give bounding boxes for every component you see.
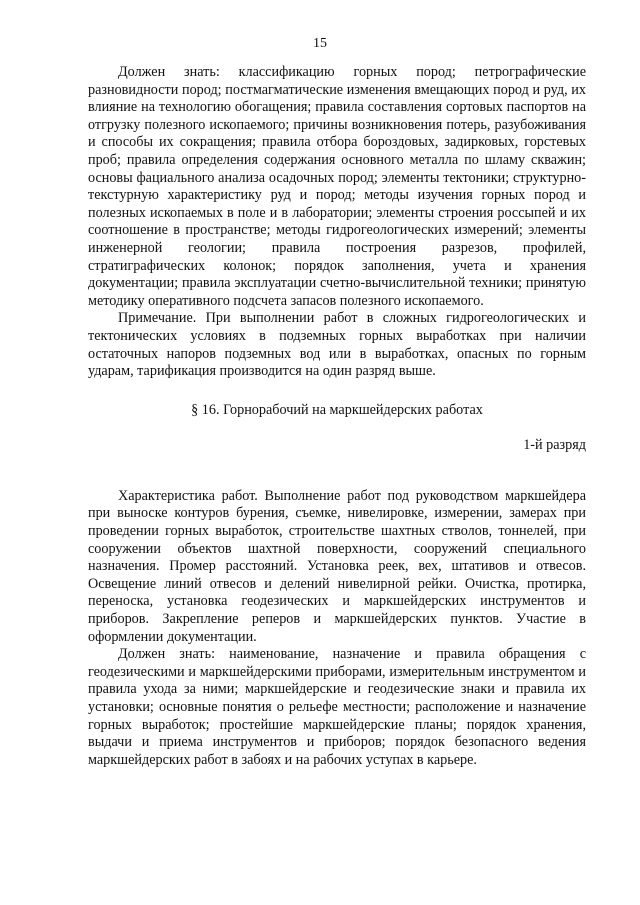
must-know-paragraph: Должен знать: наименование, назначение и правила обращения с геодезическими и маркшейдерскими приборами, измерительным инструментом и правила ухода за ними; маркшейдерские и геодезические знаки и правила их установки; основные понятия о рельефе местности; расположение и назначение горных выработок; простейшие маркшейдерские планы; порядок хранения, выдачи и приема инструментов и приборов; порядок безопасного ведения маркшейдерских работ в забоях и на рабочих уступах в карьере. <box>88 646 586 768</box>
must-know-paragraph-previous-section: Должен знать: классификацию горных пород; петрографические разновидности пород; постмагматические изменения вмещающих пород и руд, их влияние на технологию обогащения; правила составления сортовых паспортов на отгрузку полезного ископаемого; причины возникновения потерь, разубоживания и способы их сокращения; правила отбора бороздовых, задирковых, горстевых проб; правила определения содержания основного металла по шламу скважин; основы фациального анализа осадочных пород; элементы тектоники; структурно-текстурную характеристику руд и пород; методы изучения горных пород и полезных ископаемых в поле и в лаборатории; элементы строения россыпей и их соотношение в пространстве; методы гидрогеологических измерений; элементы инженерной геологии; правила построения разрезов, профилей, стратиграфических колонок; порядок заполнения, учета и хранения документации; правила эксплуатации счетно-вычислительной техники; принятую методику оперативного подсчета запасов полезного ископаемого. <box>88 64 586 309</box>
page-number: 15 <box>313 36 327 51</box>
document-body <box>88 64 586 769</box>
grade-label: 1-й разряд <box>523 437 586 454</box>
section-heading: § 16. Горнорабочий на маркшейдерских работах <box>191 401 483 418</box>
note-paragraph: Примечание. При выполнении работ в сложных гидрогеологических и тектонических условиях в подземных горных выработках при наличии остаточных напоров подземных вод или в выработках, опасных по горным ударам, тарификация производится на один разряд выше. <box>88 310 586 380</box>
work-characteristic-paragraph: Характеристика работ. Выполнение работ под руководством маркшейдера при выноске контуров бурения, съемке, нивелировке, измерении, замерах при проведении горных выработок, строительстве шахтных стволов, тоннелей, при сооружении объектов шахтной поверхности, сооружений специального назначения. Промер расстояний. Установка реек, вех, штативов и отвесов. Освещение линий отвесов и делений нивелирной рейки. Очистка, протирка, переноска, установка геодезических и маркшейдерских инструментов и приборов. Закрепление реперов и маркшейдерских пунктов. Участие в оформлении документации. <box>88 487 586 645</box>
